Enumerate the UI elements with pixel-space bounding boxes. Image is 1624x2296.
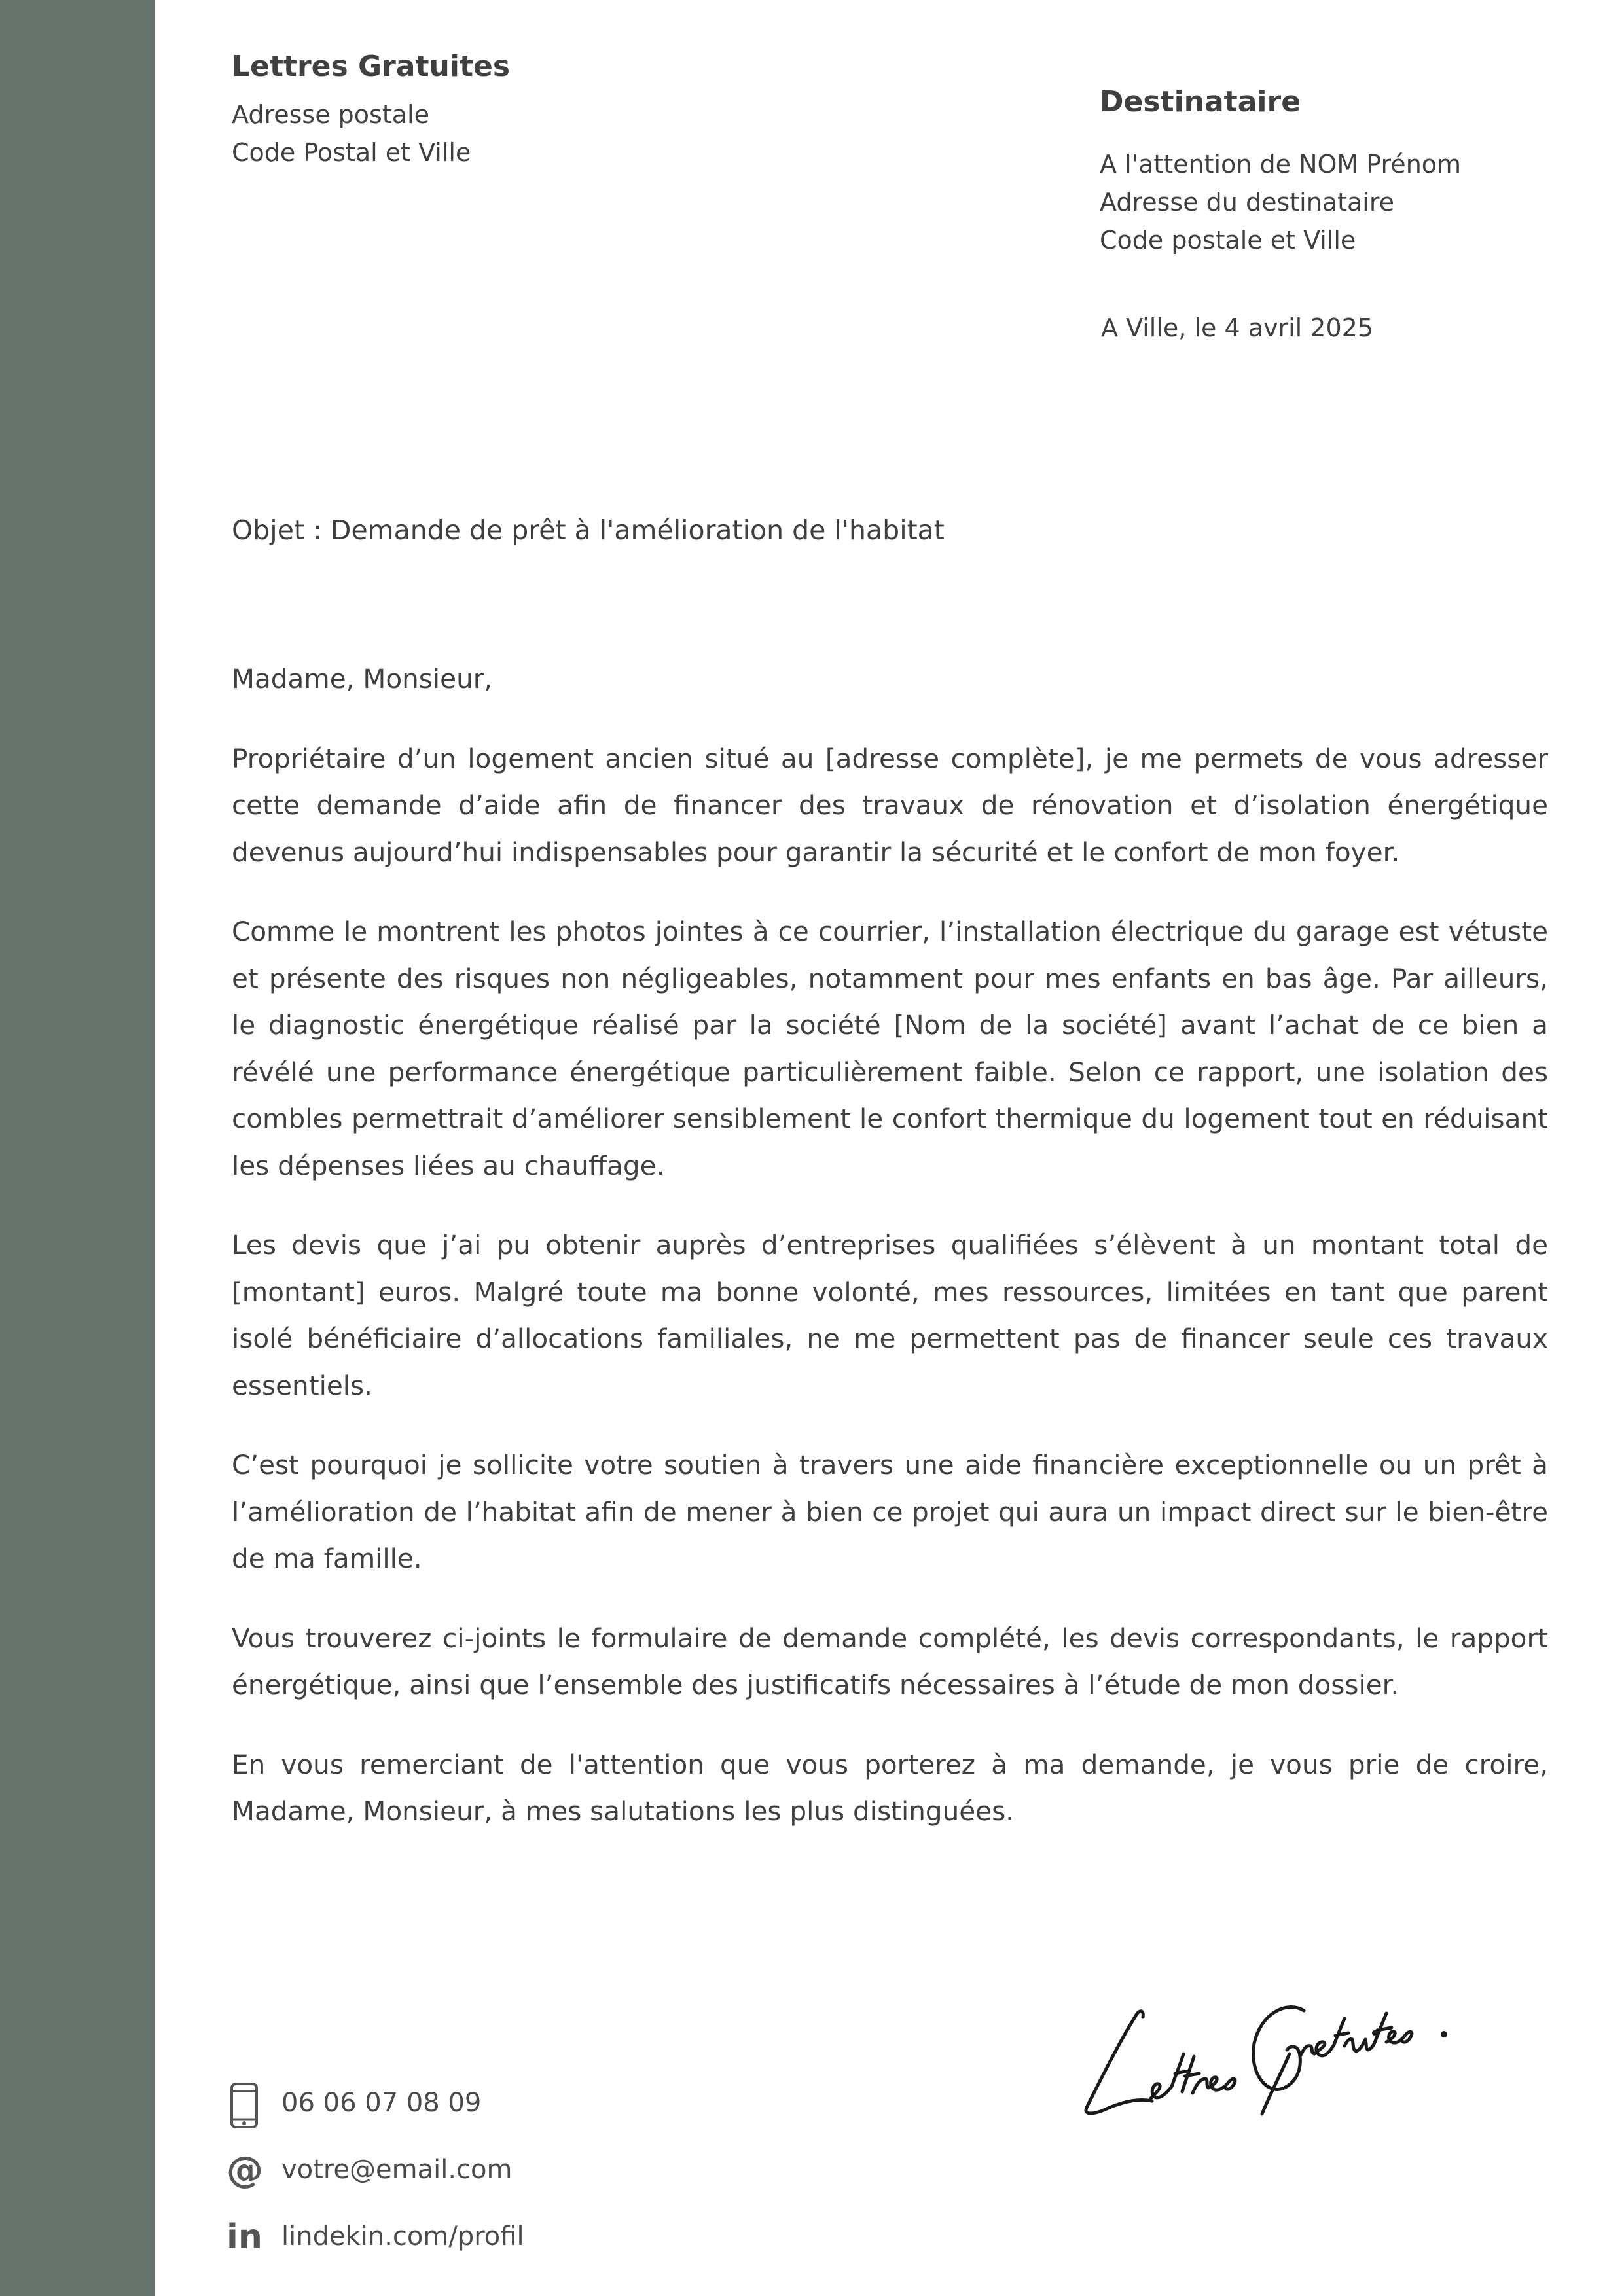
at-icon: @ xyxy=(226,2149,263,2191)
linkedin-url[interactable]: lindekin.com/profil xyxy=(281,2221,524,2251)
recipient-city-line: Code postale et Ville xyxy=(1100,226,1356,255)
body-paragraph: Comme le montrent les photos jointes à ce courrier, l’installation électrique du garage est vétuste et présente des risques non négligeables, notamment pour mes enfants en bas âge. Par ailleurs, le diagnostic énergétique réalisé par la société [Nom de la société] avant l’achat de ce bien a révélé une performance énergétique particulièrement faible. Selon ce rapport, une isolation des combles permettrait d’améliorer sensiblement le confort thermique du logement tout en réduisant les dépenses liées au chauffage. xyxy=(232,916,1548,1181)
email-address[interactable]: votre@email.com xyxy=(281,2155,513,2185)
sender-city-line: Code Postal et Ville xyxy=(232,138,471,167)
recipient-block xyxy=(1100,82,1597,259)
sender-block xyxy=(232,47,821,171)
body-paragraph: C’est pourquoi je sollicite votre soutien à travers une aide financière exceptionnelle ou un prêt à l’amélioration de l’habitat afin de mener à bien ce projet qui aura un impact direct sur le bien-être de ma famille. xyxy=(232,1449,1548,1574)
sender-address-line: Adresse postale xyxy=(232,100,429,129)
recipient-address-line: Adresse du destinataire xyxy=(1100,188,1394,217)
linkedin-icon: in xyxy=(226,2217,262,2257)
body-paragraph: Vous trouverez ci-joints le formulaire de demande complété, les devis correspondants, le rapport énergétique, ainsi que l’ensemble des justificatifs nécessaires à l’étude de mon dossier. xyxy=(232,1622,1548,1700)
side-band xyxy=(0,0,155,2296)
handwritten-signature xyxy=(1074,1977,1466,2140)
greeting: Madame, Monsieur, xyxy=(232,663,493,694)
sender-name: Lettres Gratuites xyxy=(232,50,511,83)
body-paragraph: Les devis que j’ai pu obtenir auprès d’entreprises qualifiées s’élèvent à un montant total de [montant] euros. Malgré toute ma bonne volonté, mes ressources, limitées en tant que parent isolé bénéficiaire d’allocations familiales, ne me permettent pas de financer seule ces travaux essentiels. xyxy=(232,1229,1548,1401)
letter-subject: Objet : Demande de prêt à l'amélioration de l'habitat xyxy=(232,514,945,546)
recipient-attention-line: A l'attention de NOM Prénom xyxy=(1100,150,1462,179)
letter-date: A Ville, le 4 avril 2025 xyxy=(1101,314,1374,342)
recipient-title: Destinataire xyxy=(1100,85,1301,118)
body-paragraph: Propriétaire d’un logement ancien situé au [adresse complète], je me permets de vous adresser cette demande d’aide afin de financer des travaux de rénovation et d’isolation énergétique devenus aujourd’hui indispensables pour garantir la sécurité et le confort de mon foyer. xyxy=(232,742,1548,868)
phone-icon xyxy=(226,2083,262,2128)
body-paragraph: En vous remerciant de l'attention que vous porterez à ma demande, je vous prie de croire, Madame, Monsieur, à mes salutations les plus distinguées. xyxy=(232,1748,1548,1827)
letter-body xyxy=(232,656,1548,1868)
phone-number[interactable]: 06 06 07 08 09 xyxy=(281,2088,482,2118)
